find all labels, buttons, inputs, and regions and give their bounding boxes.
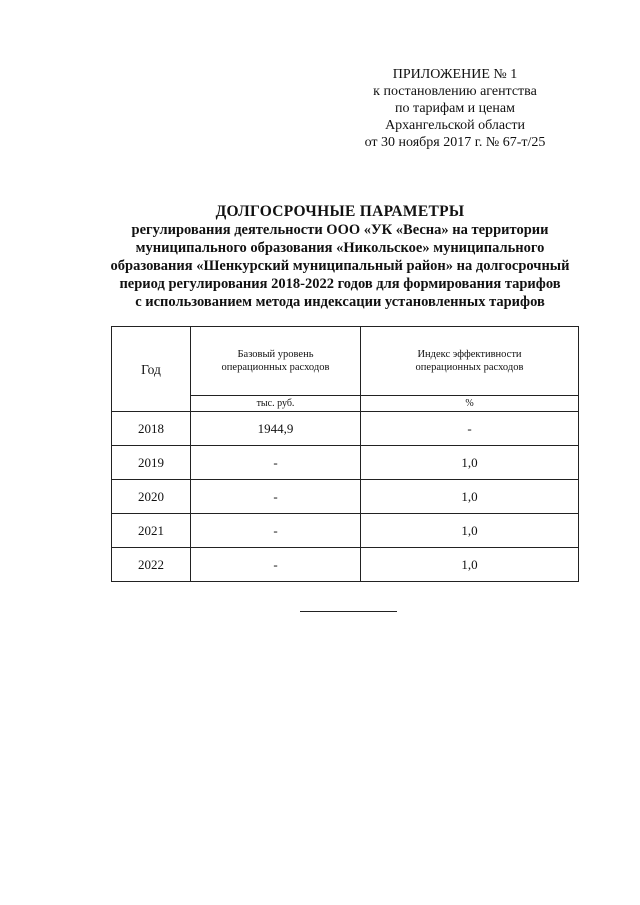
closing-divider bbox=[300, 611, 397, 612]
title-line: с использованием метода индексации установленных тарифов bbox=[135, 294, 545, 310]
header-index-line: Индекс эффективности bbox=[417, 349, 522, 360]
table-row bbox=[112, 480, 579, 514]
appendix-number: ПРИЛОЖЕНИЕ № 1 bbox=[392, 67, 518, 82]
cell-year: 2020 bbox=[112, 480, 191, 514]
cell-year: 2018 bbox=[112, 412, 191, 446]
cell-index: 1,0 bbox=[361, 548, 579, 582]
cell-index: 1,0 bbox=[361, 514, 579, 548]
cell-year: 2022 bbox=[112, 548, 191, 582]
appendix-date-number: от 30 ноября 2017 г. № 67-т/25 bbox=[364, 135, 546, 150]
cell-index: - bbox=[361, 412, 579, 446]
header-base-line: Базовый уровень bbox=[237, 349, 314, 360]
title-line: регулирования деятельности ООО «УК «Весна» на территории bbox=[131, 222, 549, 238]
cell-year: 2019 bbox=[112, 446, 191, 480]
cell-year: 2021 bbox=[112, 514, 191, 548]
table-header-row bbox=[112, 327, 579, 396]
appendix-reference-line: к постановлению агентства bbox=[373, 84, 537, 99]
table-row bbox=[112, 514, 579, 548]
table-row bbox=[112, 548, 579, 582]
cell-index: 1,0 bbox=[361, 480, 579, 514]
cell-base: - bbox=[191, 514, 361, 548]
appendix-header bbox=[330, 66, 580, 151]
parameters-table bbox=[111, 326, 579, 582]
table-row bbox=[112, 446, 579, 480]
document-title bbox=[90, 203, 590, 311]
main-title: ДОЛГОСРОЧНЫЕ ПАРАМЕТРЫ bbox=[215, 203, 465, 220]
cell-base: - bbox=[191, 480, 361, 514]
header-index-line: операционных расходов bbox=[415, 362, 524, 373]
title-line: муниципального образования «Никольское» муниципального bbox=[135, 240, 545, 256]
cell-base: - bbox=[191, 446, 361, 480]
unit-index: % bbox=[361, 396, 579, 412]
header-efficiency-index bbox=[361, 327, 579, 396]
title-line: период регулирования 2018-2022 годов для формирования тарифов bbox=[119, 276, 561, 292]
table-row bbox=[112, 412, 579, 446]
cell-base: - bbox=[191, 548, 361, 582]
header-base-line: операционных расходов bbox=[221, 362, 330, 373]
header-base-level bbox=[191, 327, 361, 396]
cell-base: 1944,9 bbox=[191, 412, 361, 446]
appendix-reference-line: Архангельской области bbox=[385, 118, 525, 133]
header-year: Год bbox=[112, 327, 191, 412]
appendix-reference-line: по тарифам и ценам bbox=[395, 101, 515, 116]
unit-base: тыс. руб. bbox=[191, 396, 361, 412]
title-line: образования «Шенкурский муниципальный район» на долгосрочный bbox=[110, 258, 570, 274]
cell-index: 1,0 bbox=[361, 446, 579, 480]
